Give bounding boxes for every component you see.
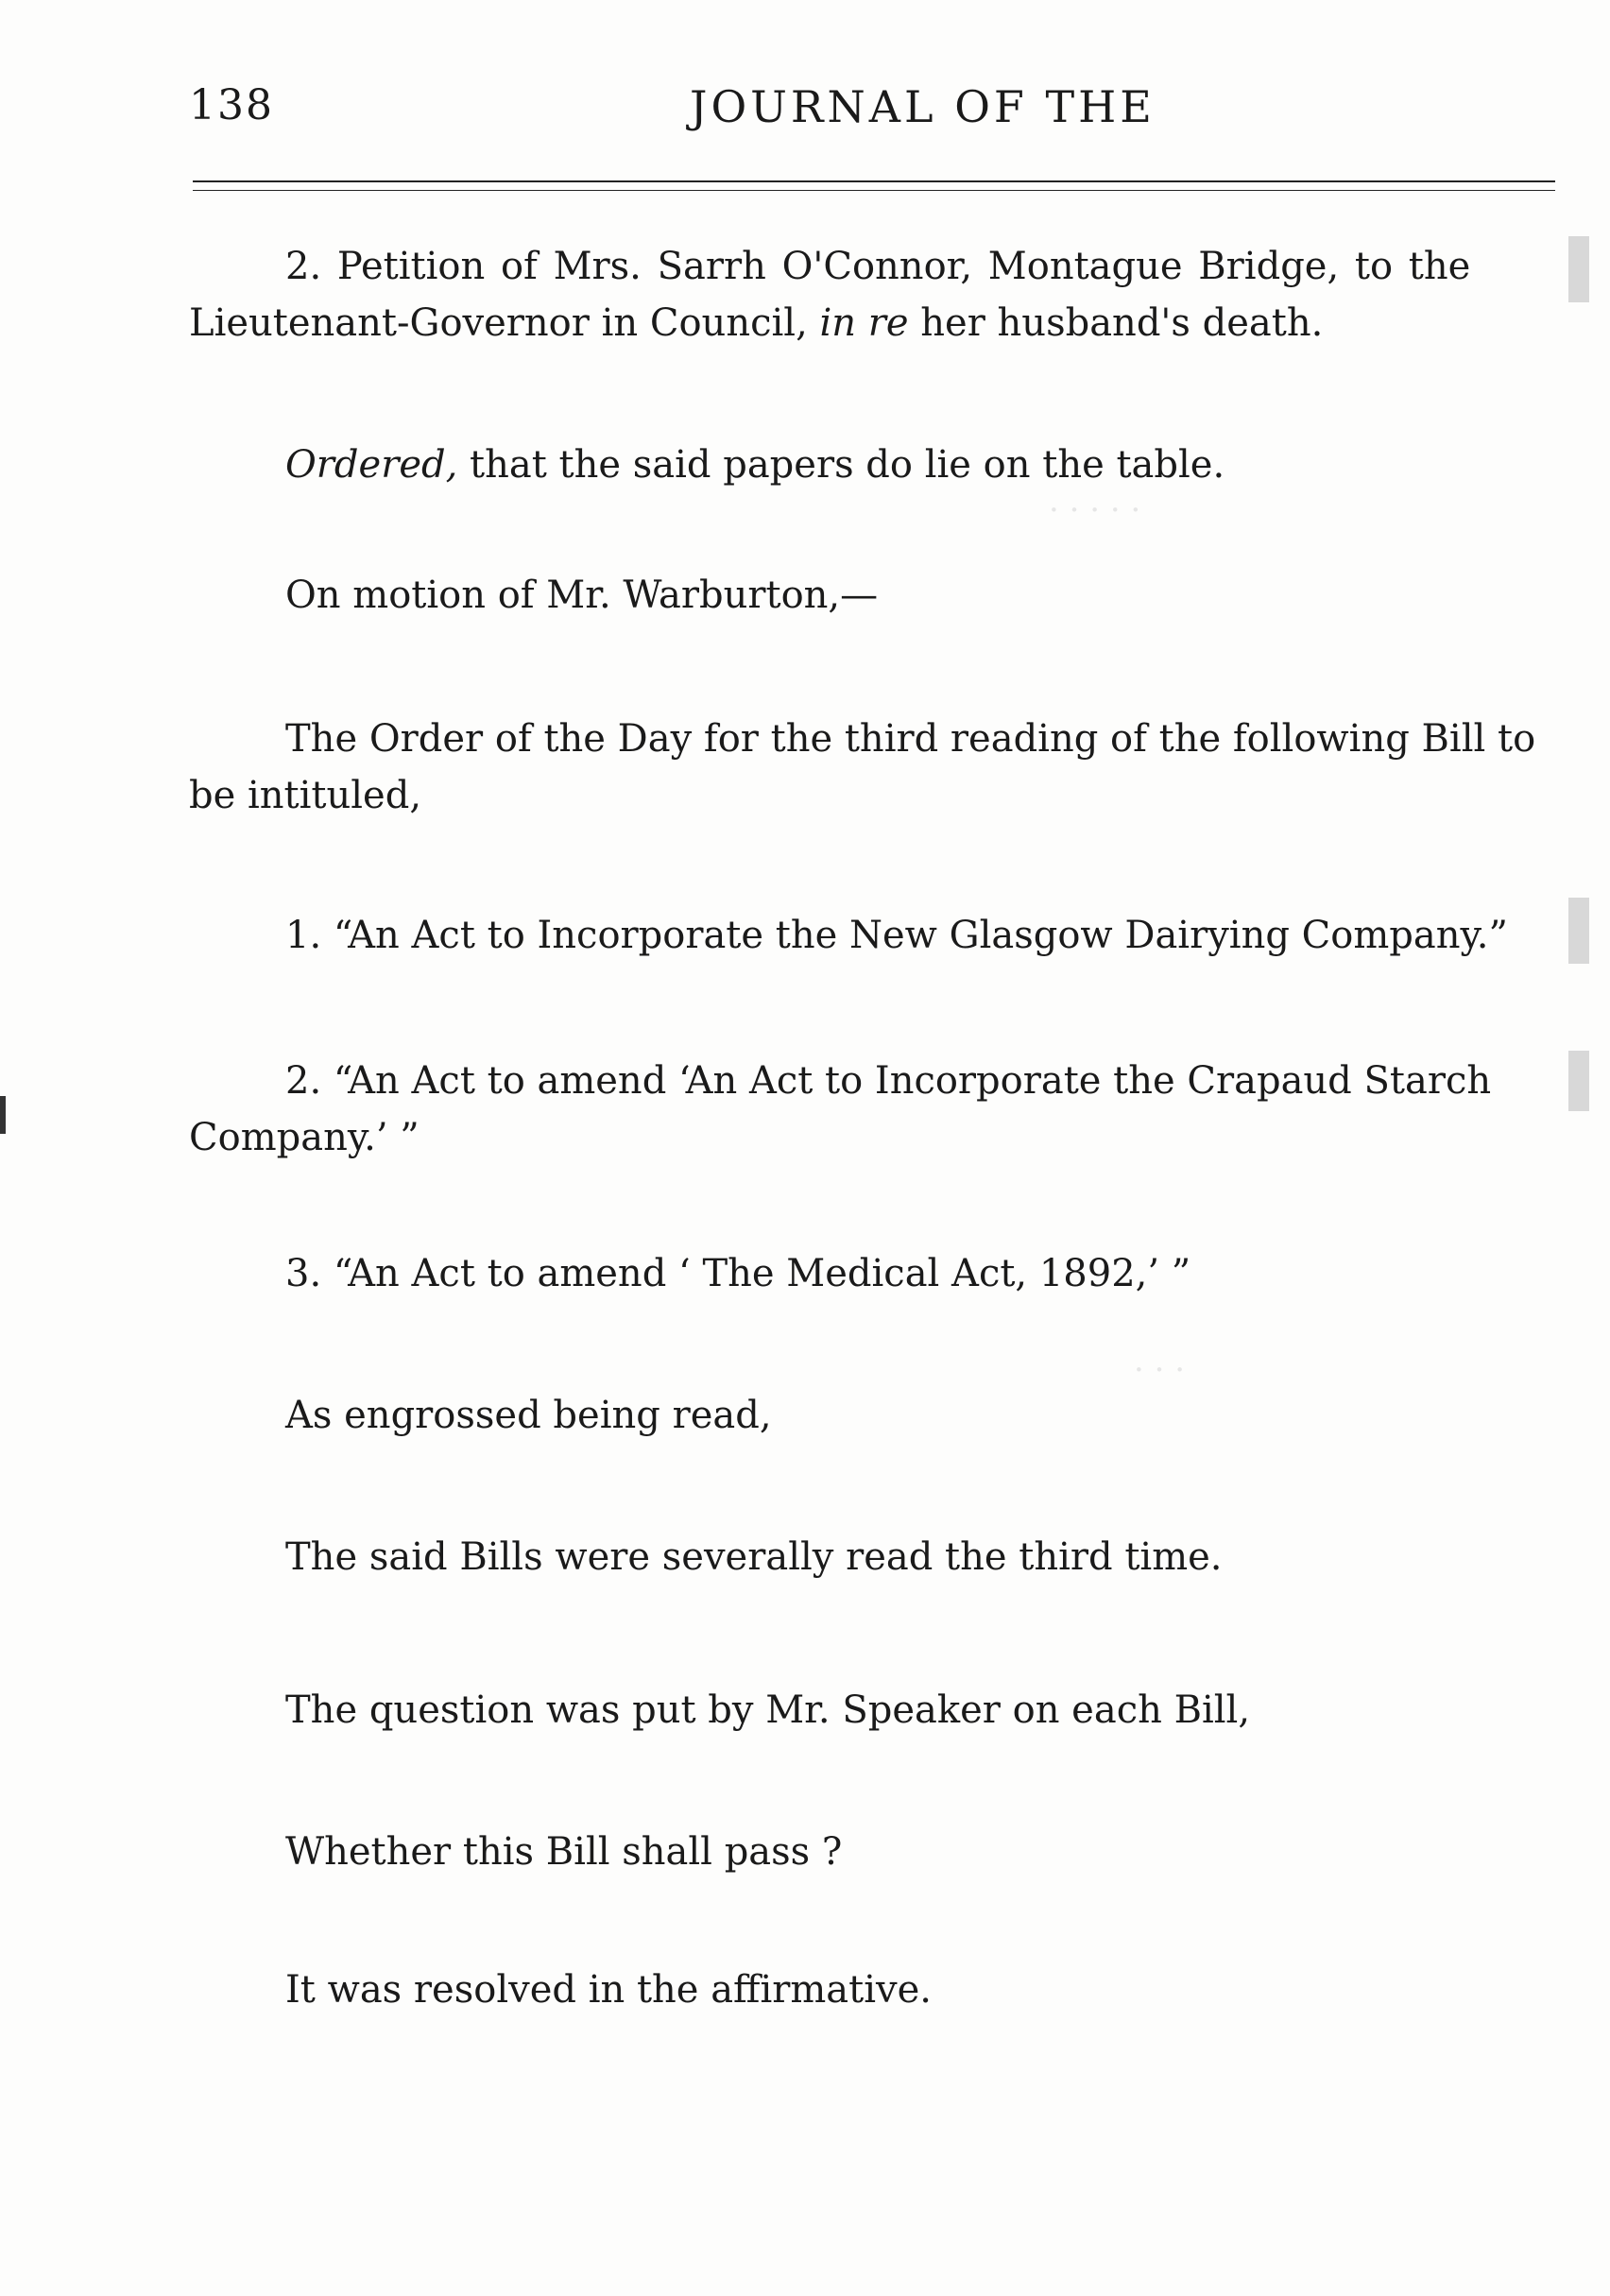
- scan-edge-mark: [1568, 236, 1589, 302]
- bill-1: [189, 907, 1559, 964]
- engrossed-line: As engrossed being read,: [285, 1394, 772, 1437]
- motion-paragraph: [189, 567, 1559, 624]
- petition-line-2: [189, 295, 1559, 351]
- bill-1-line: 1. “An Act to Incorporate the New Glasgow Dairying Company.”: [285, 914, 1508, 957]
- order-of-day-paragraph: [189, 711, 1559, 824]
- scan-edge-mark: [0, 1096, 6, 1134]
- show-through-text: · · ·: [1134, 1351, 1186, 1389]
- petition-line-2-start: Lieutenant-Governor in Council,: [189, 301, 820, 345]
- question-line: The question was put by Mr. Speaker on each Bill,: [285, 1688, 1251, 1732]
- motion-line: On motion of Mr. Warburton,—: [285, 574, 879, 617]
- ordered-rest: that the said papers do lie on the table.: [457, 443, 1225, 487]
- petition-line-2-end: her husband's death.: [908, 301, 1324, 345]
- read-third-paragraph: [189, 1529, 1559, 1585]
- whether-paragraph: [189, 1824, 1559, 1880]
- petition-in-re: in re: [819, 301, 909, 345]
- engrossed-paragraph: [189, 1387, 1559, 1444]
- bill-2-line-1: 2. “An Act to amend ‘An Act to Incorporate the Crapaud Starch: [285, 1059, 1492, 1103]
- order-line-2: be intituled,: [189, 774, 422, 817]
- ordered-line: [189, 437, 1559, 493]
- scan-edge-mark: [1568, 898, 1589, 964]
- ordered-paragraph: [189, 437, 1559, 493]
- ordered-word: Ordered,: [285, 443, 458, 487]
- resolved-line: It was resolved in the affirmative.: [285, 1968, 933, 2012]
- header-rule-top: [193, 180, 1555, 182]
- page-number: 138: [189, 81, 274, 129]
- whether-line: Whether this Bill shall pass ?: [285, 1830, 843, 1874]
- bill-2-line-2: Company.’ ”: [189, 1116, 420, 1159]
- scan-edge-mark: [1568, 1051, 1589, 1111]
- petition-paragraph: [189, 238, 1559, 351]
- bill-3: [189, 1245, 1559, 1302]
- read-third-line: The said Bills were severally read the third time.: [285, 1535, 1223, 1579]
- resolved-paragraph: [189, 1962, 1559, 2018]
- bill-2: [189, 1053, 1559, 1166]
- bill-3-line: 3. “An Act to amend ‘ The Medical Act, 1892,’ ”: [285, 1252, 1191, 1295]
- petition-line-1: 2. Petition of Mrs. Sarrh O'Connor, Montague Bridge, to the: [285, 245, 1471, 288]
- question-paragraph: [189, 1682, 1559, 1739]
- show-through-text: · · · · ·: [1049, 491, 1141, 529]
- header-rule-bottom: [193, 190, 1555, 191]
- order-line-1: The Order of the Day for the third reading of the following Bill to: [285, 717, 1536, 761]
- running-head: JOURNAL OF THE: [690, 81, 1156, 132]
